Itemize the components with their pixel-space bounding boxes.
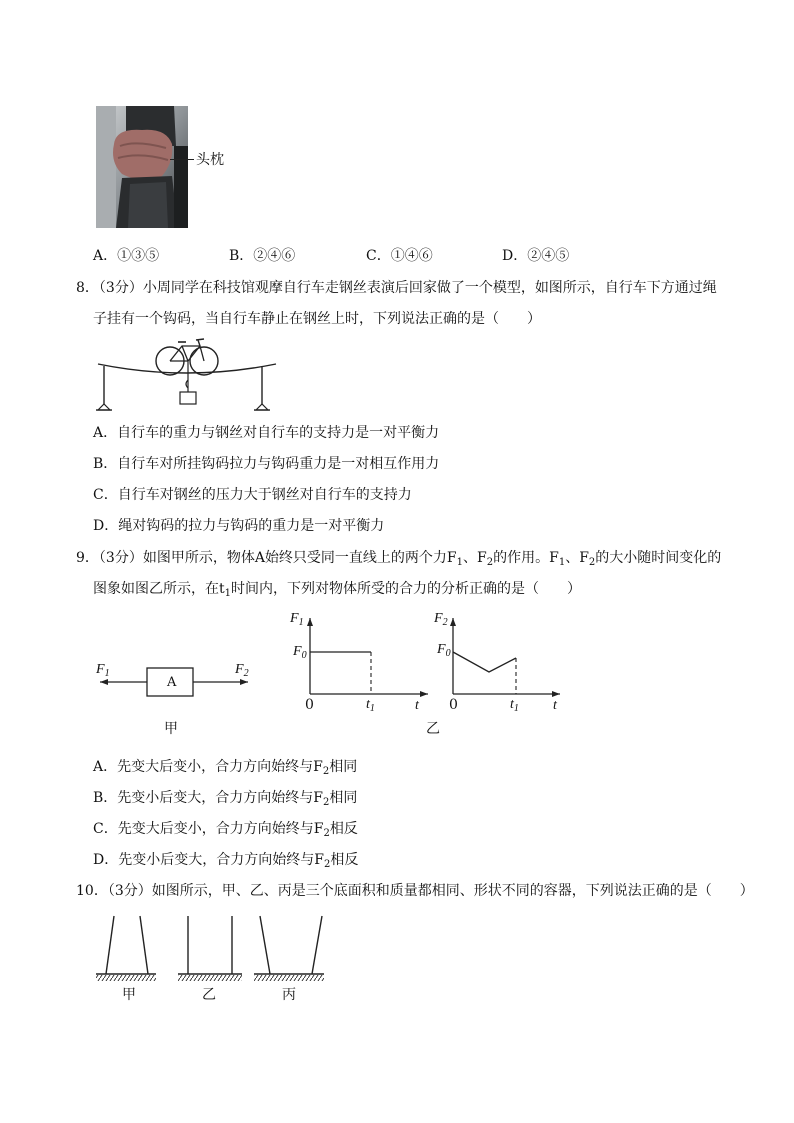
q8-stem-line1: 8．（3分）小周同学在科技馆观摩自行车走钢丝表演后回家做了一个模型，如图所示，自行车下方通过绳 (76, 280, 717, 296)
graph1-t1: $t_1$ (366, 697, 375, 714)
q8-option-a[interactable]: A．自行车的重力与钢丝对自行车的支持力是一对平衡力 (93, 425, 440, 441)
graph2-f0-label: $F_0$ (437, 642, 451, 659)
graph1-origin: 0 (305, 697, 314, 713)
q9-option-d[interactable]: D．先变小后变大，合力方向始终与$F_2$相反 (93, 852, 359, 870)
q8-bicycle-figure (92, 336, 282, 414)
q7-option-a[interactable]: A．①③⑤ (93, 248, 160, 264)
headrest-label: 头枕 (196, 152, 224, 168)
q9-option-a[interactable]: A．先变大后变小，合力方向始终与$F_2$相同 (93, 759, 358, 777)
q9-graph-f2 (440, 610, 570, 710)
figure-yi-caption: 乙 (426, 721, 440, 737)
f2-varying-line (453, 652, 516, 672)
figure-jia-caption: 甲 (164, 721, 178, 737)
q8-stem-line2: 子挂有一个钩码，当自行车静止在钢丝上时，下列说法正确的是（ ） (93, 311, 541, 327)
graph1-t-axis: t (415, 698, 419, 713)
container-bing-label: 丙 (282, 987, 296, 1003)
graph1-f0-label: $F_0$ (293, 644, 307, 661)
q9-option-c[interactable]: C．先变大后变小，合力方向始终与$F_2$相反 (93, 821, 358, 839)
q9-stem-line2: 图象如图乙所示，在$t_1$时间内，下列对物体所受的合力的分析正确的是（ ） (93, 581, 582, 599)
q9-option-b[interactable]: B．先变小后变大，合力方向始终与$F_2$相同 (93, 790, 358, 808)
q8-option-b[interactable]: B．自行车对所挂钩码拉力与钩码重力是一对相互作用力 (93, 456, 440, 472)
q7-option-b[interactable]: B．②④⑥ (229, 248, 296, 264)
q8-option-d[interactable]: D．绳对钩码的拉力与钩码的重力是一对平衡力 (93, 518, 385, 534)
force-f2-label: $F_2$ (235, 662, 249, 679)
q10-containers-figure (92, 912, 332, 984)
block-a-label: A (167, 675, 177, 690)
q8-option-c[interactable]: C．自行车对钢丝的压力大于钢丝对自行车的支持力 (93, 487, 412, 503)
container-yi-label: 乙 (202, 987, 216, 1003)
container-jia-label: 甲 (122, 987, 136, 1003)
graph2-t1: $t_1$ (510, 697, 519, 714)
q10-stem-line1: 10．（3分）如图所示，甲、乙、丙是三个底面积和质量都相同、形状不同的容器，下列说法正确的是（ ） (76, 883, 754, 899)
headrest-pointer-line (170, 159, 194, 160)
graph2-origin: 0 (449, 697, 458, 713)
q7-option-c[interactable]: C．①④⑥ (366, 248, 433, 264)
force-f1-label: $F_1$ (96, 662, 110, 679)
graph1-y-label: $F_1$ (290, 611, 304, 628)
q9-graph-f1 (296, 610, 436, 710)
graph2-y-label: $F_2$ (434, 611, 448, 628)
q9-stem-line1: 9．（3分）如图甲所示，物体A始终只受同一直线上的两个力$F_1$、$F_2$的作用。$F_1$、$F_2$的大小随时间变化的 (76, 550, 722, 568)
graph2-t-axis: t (553, 698, 557, 713)
q7-option-d[interactable]: D．②④⑤ (502, 248, 570, 264)
headrest-photo (96, 106, 188, 228)
